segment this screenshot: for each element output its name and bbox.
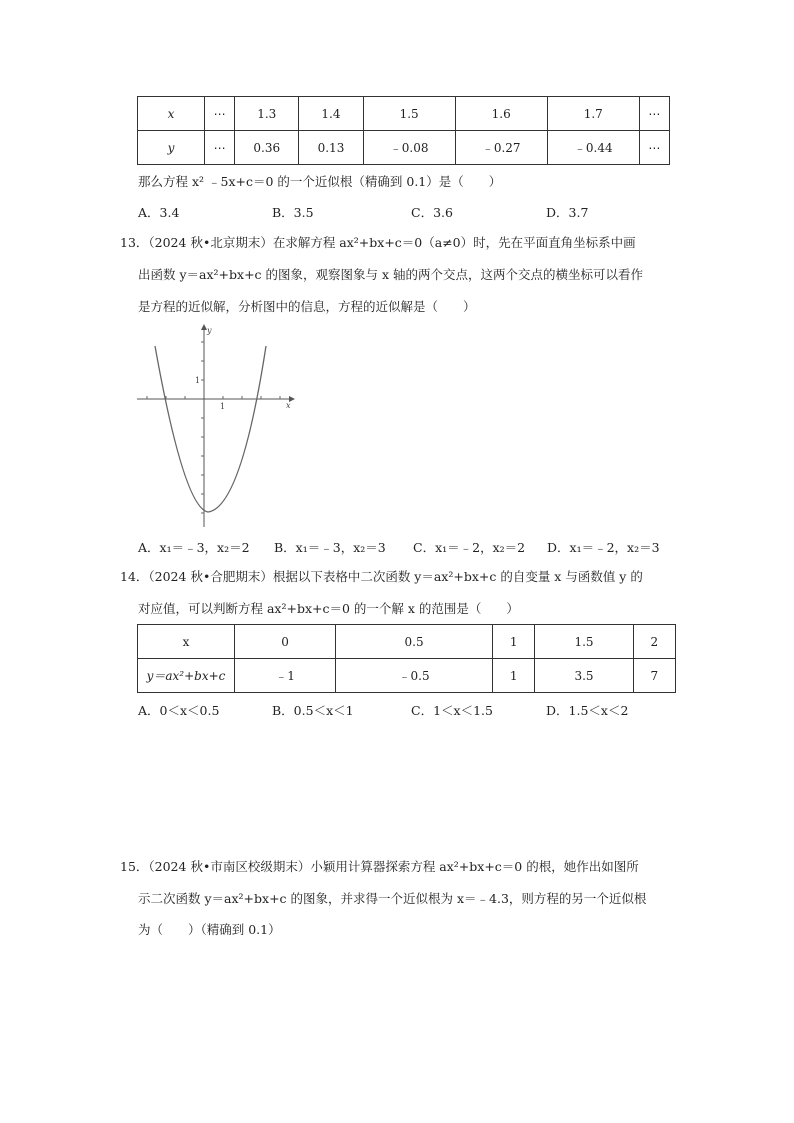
table-cell: 1.5 bbox=[535, 625, 633, 659]
table-cell: x bbox=[138, 97, 205, 131]
x-tick-label-1: 1 bbox=[220, 402, 226, 411]
table-cell: 1.3 bbox=[235, 97, 299, 131]
table-cell: 3.5 bbox=[535, 659, 633, 693]
table-cell: 1.6 bbox=[455, 97, 547, 131]
table-cell: 2 bbox=[633, 625, 675, 659]
table-cell: ﹣0.08 bbox=[363, 131, 455, 165]
table-cell: 0.5 bbox=[336, 625, 493, 659]
table-cell: x bbox=[138, 625, 235, 659]
q15-line-1: 15．（2024 秋•市南区校级期末）小颖用计算器探索方程 ax²+bx+c＝0 的根，她作出如图所 bbox=[120, 859, 639, 874]
table-cell: 1 bbox=[493, 659, 535, 693]
y-tick-label-1: 1 bbox=[195, 376, 201, 385]
q13-line-1: 13．（2024 秋•北京期末）在求解方程 ax²+bx+c＝0（a≠0）时，先在平面直角坐标系中画 bbox=[120, 235, 636, 250]
table-cell: ﹣0.44 bbox=[547, 131, 639, 165]
table-cell: ⋯ bbox=[639, 97, 669, 131]
q13-option-c: C．x₁＝﹣2，x₂＝2 bbox=[413, 540, 526, 555]
table-cell: y＝ax²+bx+c bbox=[138, 659, 235, 693]
q14-line-1: 14．（2024 秋•合肥期末）根据以下表格中二次函数 y＝ax²+bx+c 的自变量 x 与函数值 y 的 bbox=[120, 569, 643, 584]
q12-stem: 那么方程 x² ﹣5x+c＝0 的一个近似根（精确到 0.1）是（ ） bbox=[138, 174, 502, 189]
q13-line-2: 出函数 y＝ax²+bx+c 的图象，观察图象与 x 轴的两个交点，这两个交点的横坐标可以看作 bbox=[138, 267, 644, 282]
q12-option-b: B．3.5 bbox=[272, 205, 314, 220]
q15-line-2: 示二次函数 y＝ax²+bx+c 的图象，并求得一个近似根为 x＝﹣4.3，则方程的另一个近似根 bbox=[138, 891, 647, 906]
parabola-graph bbox=[135, 322, 300, 532]
q13-line-3: 是方程的近似解，分析图中的信息，方程的近似解是（ ） bbox=[138, 299, 476, 314]
table-cell: ⋯ bbox=[639, 131, 669, 165]
table-cell: 0.13 bbox=[299, 131, 363, 165]
q14-option-c: C．1＜x＜1.5 bbox=[411, 703, 493, 718]
table-cell: ﹣0.5 bbox=[336, 659, 493, 693]
q14-option-a: A．0＜x＜0.5 bbox=[138, 703, 220, 718]
q13-option-b: B．x₁＝﹣3，x₂＝3 bbox=[274, 540, 386, 555]
table-cell: 7 bbox=[633, 659, 675, 693]
table-cell: 1 bbox=[493, 625, 535, 659]
x-axis-label: x bbox=[286, 401, 291, 410]
table-cell: 0.36 bbox=[235, 131, 299, 165]
q12-option-d: D．3.7 bbox=[546, 205, 589, 220]
table-cell: ⋯ bbox=[205, 131, 235, 165]
table-cell: ﹣0.27 bbox=[455, 131, 547, 165]
table-cell: 1.5 bbox=[363, 97, 455, 131]
table-row bbox=[138, 97, 670, 131]
table-cell: ⋯ bbox=[205, 97, 235, 131]
q14-option-d: D．1.5＜x＜2 bbox=[546, 703, 629, 718]
table-values-2 bbox=[137, 624, 676, 693]
table-cell: y bbox=[138, 131, 205, 165]
q13-option-d: D．x₁＝﹣2，x₂＝3 bbox=[547, 540, 660, 555]
table-cell: 1.7 bbox=[547, 97, 639, 131]
table-row bbox=[138, 625, 676, 659]
q12-option-c: C．3.6 bbox=[411, 205, 453, 220]
table-cell: 1.4 bbox=[299, 97, 363, 131]
y-axis-label: y bbox=[207, 326, 212, 335]
q15-line-3: 为（ ）（精确到 0.1） bbox=[138, 922, 281, 937]
table-cell: ﹣1 bbox=[235, 659, 336, 693]
table-values-1 bbox=[137, 96, 670, 165]
q14-option-b: B．0.5＜x＜1 bbox=[272, 703, 354, 718]
table-cell: 0 bbox=[235, 625, 336, 659]
q12-option-a: A．3.4 bbox=[138, 205, 180, 220]
q13-option-a: A．x₁＝﹣3，x₂＝2 bbox=[138, 540, 250, 555]
parabola-curve bbox=[155, 346, 266, 512]
table-row bbox=[138, 131, 670, 165]
table-row bbox=[138, 659, 676, 693]
q14-line-2: 对应值，可以判断方程 ax²+bx+c＝0 的一个解 x 的范围是（ ） bbox=[138, 601, 519, 616]
